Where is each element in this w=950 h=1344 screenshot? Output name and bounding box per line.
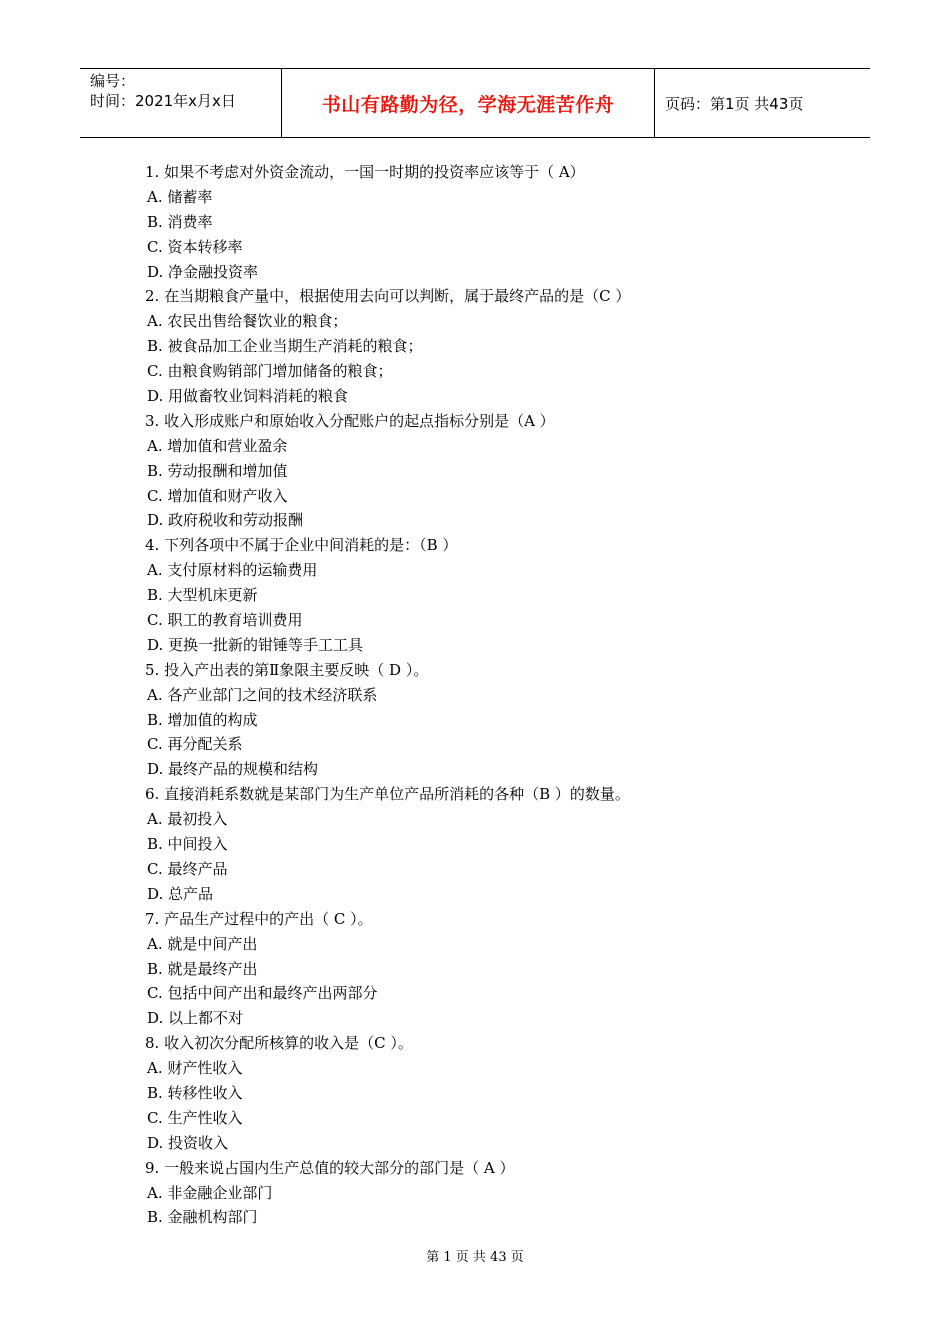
header-page-info: 页码：第1页 共43页 [665,94,804,113]
answer-option: D. 总产品 [147,884,214,903]
header-motto-cell [282,69,655,137]
answer-option: D. 最终产品的规模和结构 [147,760,319,779]
answer-option: A. 就是中间产出 [147,934,258,953]
answer-option: D. 更换一批新的钳锤等手工工具 [147,635,364,654]
header-table [80,68,870,138]
answer-option: A. 各产业部门之间的技术经济联系 [147,685,378,704]
answer-option: B. 消费率 [147,212,213,231]
answer-option: D. 投资收入 [147,1133,229,1152]
answer-option: A. 储蓄率 [147,187,213,206]
question-text: 6. 直接消耗系数就是某部门为生产单位产品所消耗的各种（B ）的数量。 [145,785,630,804]
answer-option: C. 资本转移率 [147,237,243,256]
question-text: 3. 收入形成账户和原始收入分配账户的起点指标分别是（A ） [145,411,555,430]
answer-option: B. 大型机床更新 [147,586,258,605]
question-text: 4. 下列各项中不属于企业中间消耗的是：（B ） [145,536,458,555]
answer-option: A. 财产性收入 [147,1059,243,1078]
answer-option: A. 增加值和营业盈余 [147,436,288,455]
question-text: 5. 投入产出表的第Ⅱ象限主要反映（ D ）。 [145,660,429,679]
answer-option: D. 以上都不对 [147,1009,244,1028]
answer-option: A. 最初投入 [147,810,228,829]
answer-option: B. 中间投入 [147,835,228,854]
answer-option: B. 被食品加工企业当期生产消耗的粮食； [147,337,423,356]
answer-option: D. 净金融投资率 [147,262,259,281]
answer-option: C. 由粮食购销部门增加储备的粮食； [147,362,393,381]
header-page-cell [655,69,870,137]
answer-option: C. 再分配关系 [147,735,243,754]
page-footer: 第 1 页 共 43 页 [426,1250,524,1265]
answer-option: B. 金融机构部门 [147,1208,258,1227]
document-time-label: 时间：2021年x月x日 [90,92,236,110]
answer-option: A. 非金融企业部门 [147,1183,273,1202]
question-text: 2. 在当期粮食产量中，根据使用去向可以判断，属于最终产品的是（C ） [145,287,631,306]
question-text: 1. 如果不考虑对外资金流动，一国一时期的投资率应该等于（ A） [145,163,585,181]
answer-option: A. 支付原材料的运输费用 [147,561,318,580]
question-text: 9. 一般来说占国内生产总值的较大部分的部门是（ A ） [145,1158,515,1177]
document-number-label: 编号： [90,72,136,90]
answer-option: C. 增加值和财产收入 [147,486,288,505]
question-text: 7. 产品生产过程中的产出（ C ）。 [145,909,373,928]
answer-option: A. 农民出售给餐饮业的粮食； [147,312,348,331]
question-list [145,160,845,1230]
answer-option: B. 转移性收入 [147,1083,243,1102]
answer-option: C. 生产性收入 [147,1108,243,1127]
answer-option: C. 包括中间产出和最终产出两部分 [147,984,378,1003]
answer-option: B. 劳动报酬和增加值 [147,461,288,480]
question-text: 8. 收入初次分配所核算的收入是（C ）。 [145,1034,413,1053]
answer-option: D. 用做畜牧业饲料消耗的粮食 [147,387,349,406]
answer-option: C. 最终产品 [147,859,228,878]
header-motto: 书山有路勤为径，学海无涯苦作舟 [321,93,615,116]
header-info-cell [80,69,282,137]
answer-option: D. 政府税收和劳动报酬 [147,511,304,530]
answer-option: C. 职工的教育培训费用 [147,611,303,630]
answer-option: B. 就是最终产出 [147,959,258,978]
answer-option: B. 增加值的构成 [147,710,258,729]
